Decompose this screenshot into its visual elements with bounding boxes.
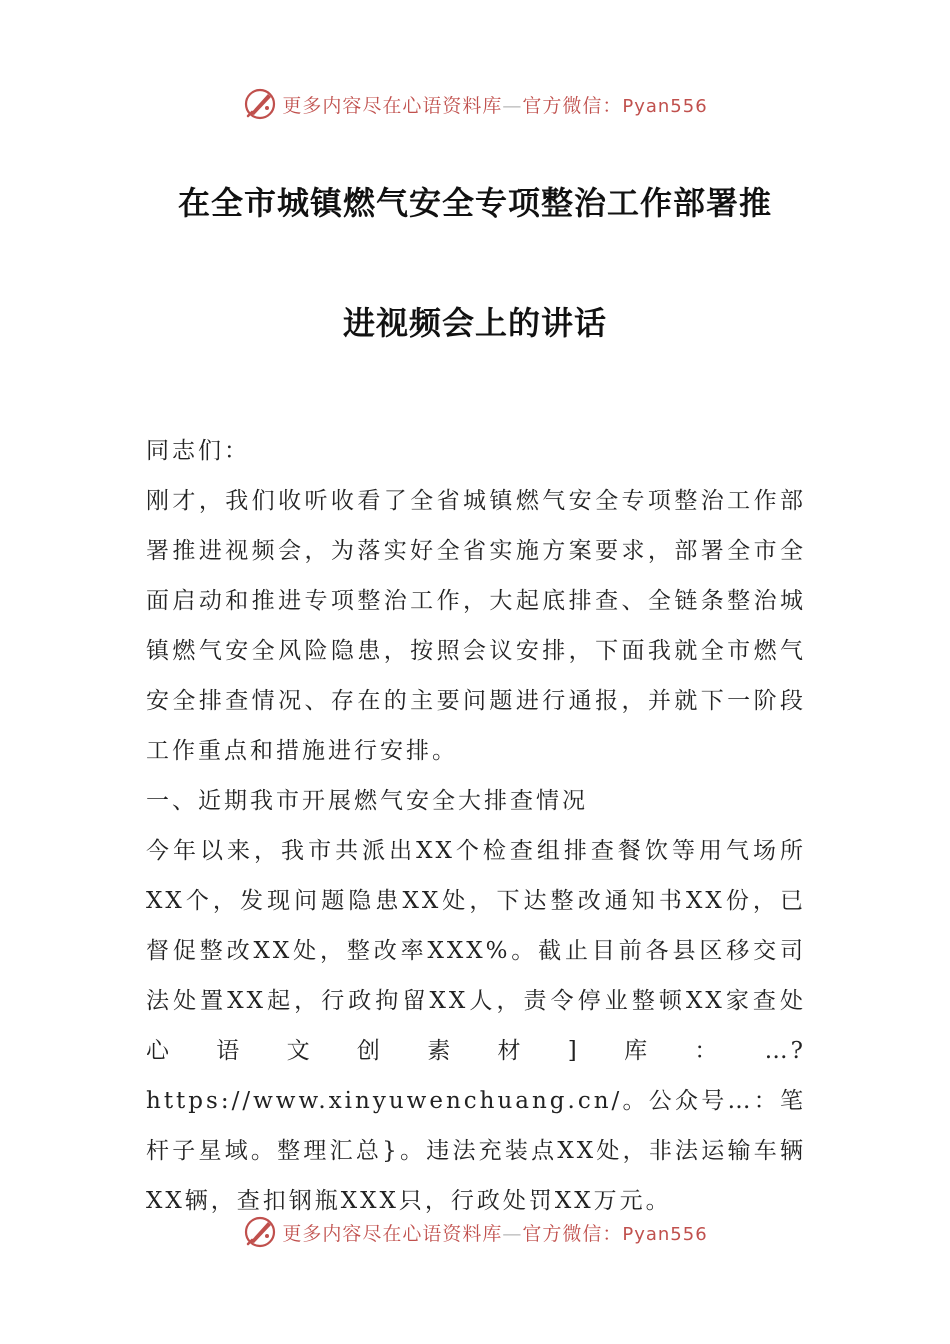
document-title-line-1: 在全市城镇燃气安全专项整治工作部署推 bbox=[177, 184, 772, 222]
document-title-line-2: 进视频会上的讲话 bbox=[342, 304, 607, 342]
paragraph-inspection: 今年以来，我市共派出XX个检查组排查餐饮等用气场所XX个，发现问题隐患XX处，下达整改通知书XX份，已督促整改XX处，整改率XXX%。截止目前各县区移交司法处置XX起，行政拘留XX人，责令停业整顿XX家查处心语文创素材]库：…?https://www.xinyuwenchuang.cn/。公众号…：笔杆子星域。整理汇总}。违法充装点XX处，非法运输车辆XX辆，查扣钢瓶XXX只，行政处罚XX万元。 bbox=[146, 838, 806, 1214]
greeting: 同志们： bbox=[146, 438, 250, 464]
quill-pen-logo-icon bbox=[242, 86, 278, 122]
document-body bbox=[146, 426, 806, 1226]
watermark-banner-bottom bbox=[0, 1212, 950, 1252]
watermark-text: 更多内容尽在心语资料库—官方微信：Pyan556 bbox=[282, 94, 708, 117]
quill-pen-logo-icon bbox=[242, 1214, 278, 1250]
watermark-banner-top bbox=[0, 84, 950, 124]
watermark-text: 更多内容尽在心语资料库—官方微信：Pyan556 bbox=[282, 1222, 708, 1245]
paragraph-intro: 刚才，我们收听收看了全省城镇燃气安全专项整治工作部署推进视频会，为落实好全省实施方案要求，部署全市全面启动和推进专项整治工作，大起底排查、全链条整治城镇燃气安全风险隐患，按照会议安排，下面我就全市燃气安全排查情况、存在的主要问题进行通报，并就下一阶段工作重点和措施进行安排。 bbox=[146, 488, 806, 764]
section-heading-1: 一、近期我市开展燃气安全大排查情况 bbox=[146, 788, 588, 814]
